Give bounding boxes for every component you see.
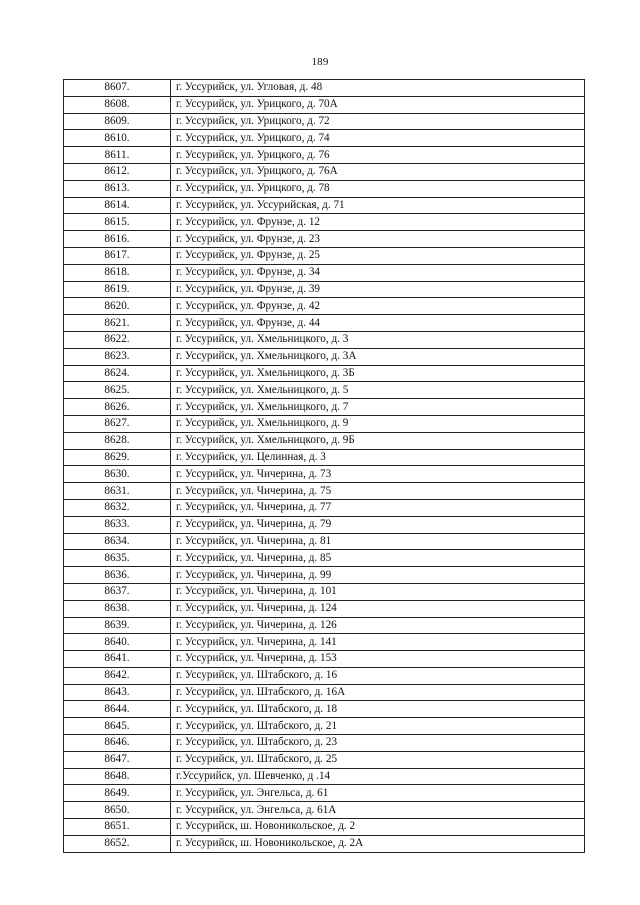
table-row (64, 600, 585, 617)
table-row (64, 449, 585, 466)
table-row (64, 768, 585, 785)
row-address: г. Уссурийск, ш. Новоникольское, д. 2А (171, 835, 585, 852)
row-number: 8614. (64, 197, 171, 214)
row-address: г. Уссурийск, ул. Урицкого, д. 70А (171, 96, 585, 113)
table-row (64, 147, 585, 164)
row-address: г. Уссурийск, ул. Чичерина, д. 77 (171, 499, 585, 516)
table-row (64, 180, 585, 197)
table-row (64, 567, 585, 584)
table-row (64, 231, 585, 248)
row-address: г. Уссурийск, ул. Хмельницкого, д. 3 (171, 331, 585, 348)
row-number: 8640. (64, 634, 171, 651)
row-address: г. Уссурийск, ул. Урицкого, д. 76А (171, 163, 585, 180)
row-address: г. Уссурийск, ул. Штабского, д. 16А (171, 684, 585, 701)
table-row (64, 835, 585, 852)
row-number: 8644. (64, 701, 171, 718)
table-row (64, 483, 585, 500)
table-row (64, 130, 585, 147)
row-address: г. Уссурийск, ул. Чичерина, д. 75 (171, 483, 585, 500)
row-address: г.Уссурийск, ул. Шевченко, д .14 (171, 768, 585, 785)
row-number: 8641. (64, 651, 171, 668)
row-number: 8649. (64, 785, 171, 802)
table-row (64, 331, 585, 348)
row-number: 8648. (64, 768, 171, 785)
row-number: 8637. (64, 583, 171, 600)
table-row (64, 785, 585, 802)
table-row (64, 651, 585, 668)
table-row (64, 735, 585, 752)
row-address: г. Уссурийск, ул. Урицкого, д. 76 (171, 147, 585, 164)
row-address: г. Уссурийск, ул. Чичерина, д. 101 (171, 583, 585, 600)
table-row (64, 684, 585, 701)
row-number: 8618. (64, 264, 171, 281)
table-row (64, 382, 585, 399)
table-row (64, 751, 585, 768)
row-address: г. Уссурийск, ул. Хмельницкого, д. 7 (171, 399, 585, 416)
row-address: г. Уссурийск, ул. Хмельницкого, д. 3А (171, 348, 585, 365)
table-row (64, 516, 585, 533)
table-row (64, 113, 585, 130)
row-number: 8610. (64, 130, 171, 147)
row-address: г. Уссурийск, ул. Чичерина, д. 85 (171, 550, 585, 567)
row-address: г. Уссурийск, ш. Новоникольское, д. 2 (171, 819, 585, 836)
table-row (64, 701, 585, 718)
table-row (64, 348, 585, 365)
table-row (64, 617, 585, 634)
row-number: 8629. (64, 449, 171, 466)
row-number: 8622. (64, 331, 171, 348)
row-number: 8620. (64, 298, 171, 315)
row-address: г. Уссурийск, ул. Хмельницкого, д. 3Б (171, 365, 585, 382)
row-number: 8624. (64, 365, 171, 382)
row-number: 8628. (64, 432, 171, 449)
row-address: г. Уссурийск, ул. Хмельницкого, д. 5 (171, 382, 585, 399)
row-number: 8608. (64, 96, 171, 113)
table-row (64, 802, 585, 819)
row-number: 8619. (64, 281, 171, 298)
table-row (64, 214, 585, 231)
row-number: 8642. (64, 667, 171, 684)
table-row (64, 634, 585, 651)
table-row (64, 247, 585, 264)
row-number: 8636. (64, 567, 171, 584)
table-row (64, 264, 585, 281)
table-row (64, 197, 585, 214)
row-address: г. Уссурийск, ул. Энгельса, д. 61А (171, 802, 585, 819)
row-number: 8646. (64, 735, 171, 752)
row-address: г. Уссурийск, ул. Фрунзе, д. 42 (171, 298, 585, 315)
row-number: 8638. (64, 600, 171, 617)
row-address: г. Уссурийск, ул. Штабского, д. 16 (171, 667, 585, 684)
row-number: 8621. (64, 315, 171, 332)
table-row (64, 432, 585, 449)
row-number: 8634. (64, 533, 171, 550)
row-address: г. Уссурийск, ул. Чичерина, д. 99 (171, 567, 585, 584)
row-number: 8633. (64, 516, 171, 533)
row-address: г. Уссурийск, ул. Фрунзе, д. 25 (171, 247, 585, 264)
row-address: г. Уссурийск, ул. Уссурийская, д. 71 (171, 197, 585, 214)
row-address: г. Уссурийск, ул. Урицкого, д. 74 (171, 130, 585, 147)
table-row (64, 466, 585, 483)
table-row (64, 163, 585, 180)
page-number: 189 (311, 56, 329, 68)
table-row (64, 718, 585, 735)
row-number: 8617. (64, 247, 171, 264)
address-table-body (64, 80, 585, 853)
row-number: 8623. (64, 348, 171, 365)
row-number: 8639. (64, 617, 171, 634)
row-number: 8635. (64, 550, 171, 567)
address-table (63, 79, 585, 853)
row-address: г. Уссурийск, ул. Урицкого, д. 78 (171, 180, 585, 197)
row-address: г. Уссурийск, ул. Фрунзе, д. 44 (171, 315, 585, 332)
row-address: г. Уссурийск, ул. Энгельса, д. 61 (171, 785, 585, 802)
row-number: 8632. (64, 499, 171, 516)
row-number: 8647. (64, 751, 171, 768)
row-number: 8612. (64, 163, 171, 180)
row-number: 8650. (64, 802, 171, 819)
row-address: г. Уссурийск, ул. Чичерина, д. 79 (171, 516, 585, 533)
row-address: г. Уссурийск, ул. Чичерина, д. 124 (171, 600, 585, 617)
row-address: г. Уссурийск, ул. Чичерина, д. 141 (171, 634, 585, 651)
row-address: г. Уссурийск, ул. Фрунзе, д. 39 (171, 281, 585, 298)
table-row (64, 365, 585, 382)
row-number: 8631. (64, 483, 171, 500)
table-row (64, 499, 585, 516)
row-address: г. Уссурийск, ул. Хмельницкого, д. 9 (171, 415, 585, 432)
table-row (64, 315, 585, 332)
table-row (64, 819, 585, 836)
row-address: г. Уссурийск, ул. Штабского, д. 23 (171, 735, 585, 752)
row-number: 8643. (64, 684, 171, 701)
table-row (64, 96, 585, 113)
row-number: 8616. (64, 231, 171, 248)
table-row (64, 533, 585, 550)
row-number: 8626. (64, 399, 171, 416)
row-number: 8607. (64, 80, 171, 97)
row-address: г. Уссурийск, ул. Штабского, д. 25 (171, 751, 585, 768)
table-row (64, 399, 585, 416)
row-address: г. Уссурийск, ул. Штабского, д. 18 (171, 701, 585, 718)
row-number: 8613. (64, 180, 171, 197)
row-number: 8625. (64, 382, 171, 399)
row-number: 8652. (64, 835, 171, 852)
row-number: 8630. (64, 466, 171, 483)
row-address: г. Уссурийск, ул. Фрунзе, д. 23 (171, 231, 585, 248)
table-row (64, 80, 585, 97)
table-row (64, 667, 585, 684)
row-number: 8609. (64, 113, 171, 130)
row-address: г. Уссурийск, ул. Целинная, д. 3 (171, 449, 585, 466)
row-address: г. Уссурийск, ул. Чичерина, д. 73 (171, 466, 585, 483)
row-address: г. Уссурийск, ул. Чичерина, д. 126 (171, 617, 585, 634)
row-address: г. Уссурийск, ул. Фрунзе, д. 12 (171, 214, 585, 231)
row-number: 8627. (64, 415, 171, 432)
row-address: г. Уссурийск, ул. Угловая, д. 48 (171, 80, 585, 97)
table-row (64, 415, 585, 432)
row-number: 8611. (64, 147, 171, 164)
row-address: г. Уссурийск, ул. Чичерина, д. 81 (171, 533, 585, 550)
row-address: г. Уссурийск, ул. Фрунзе, д. 34 (171, 264, 585, 281)
table-row (64, 583, 585, 600)
table-row (64, 298, 585, 315)
row-address: г. Уссурийск, ул. Урицкого, д. 72 (171, 113, 585, 130)
row-address: г. Уссурийск, ул. Чичерина, д. 153 (171, 651, 585, 668)
row-number: 8645. (64, 718, 171, 735)
row-number: 8651. (64, 819, 171, 836)
table-row (64, 550, 585, 567)
table-row (64, 281, 585, 298)
row-address: г. Уссурийск, ул. Штабского, д. 21 (171, 718, 585, 735)
row-number: 8615. (64, 214, 171, 231)
row-address: г. Уссурийск, ул. Хмельницкого, д. 9Б (171, 432, 585, 449)
